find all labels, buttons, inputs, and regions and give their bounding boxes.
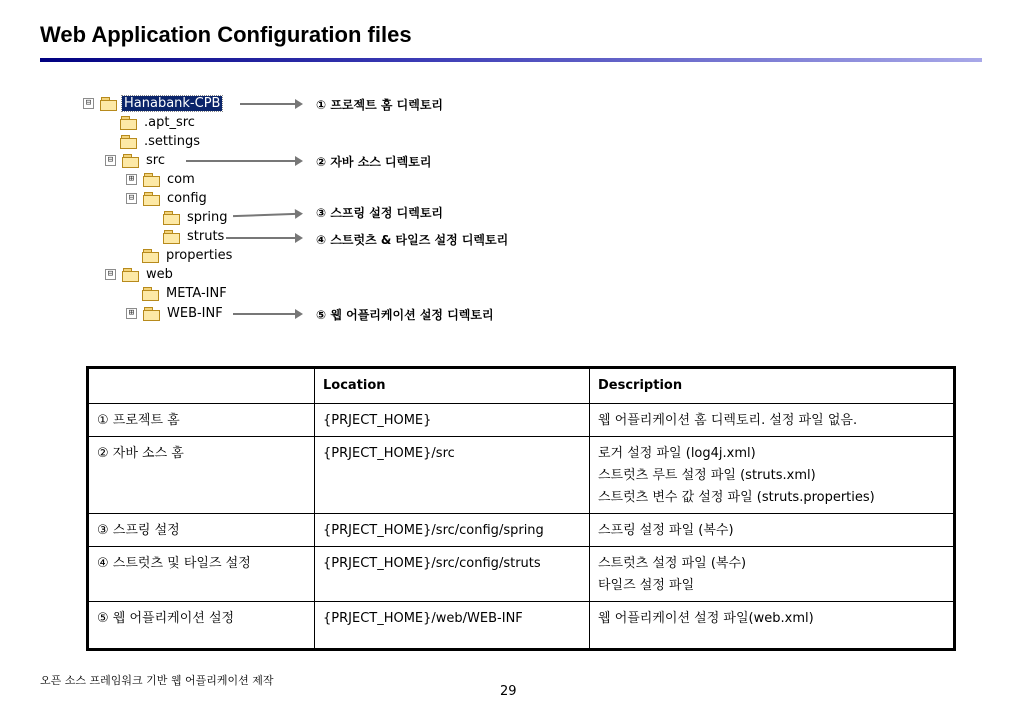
folder-icon bbox=[163, 230, 180, 243]
folder-icon bbox=[142, 287, 159, 300]
column-header-location: Location bbox=[315, 368, 590, 404]
tree-node-label: META-INF bbox=[166, 285, 227, 301]
arrow-icon bbox=[226, 237, 296, 239]
tree-node-struts[interactable] bbox=[163, 227, 226, 245]
row-name: ⑤ 웹 어플리케이션 설정 bbox=[88, 602, 315, 650]
description-line: 타일즈 설정 파일 bbox=[598, 578, 695, 593]
folder-icon bbox=[100, 97, 117, 110]
project-tree bbox=[0, 0, 1023, 340]
tree-node-label: Hanabank-CPB bbox=[124, 95, 221, 111]
description-line: 스프링 설정 파일 (복수) bbox=[598, 523, 734, 538]
row-location: {PRJECT_HOME}/src/config/struts bbox=[315, 547, 590, 602]
description-line: 스트럿츠 루트 설정 파일 (struts.xml) bbox=[598, 468, 816, 483]
table-row bbox=[88, 514, 955, 547]
tree-node-meta-inf[interactable] bbox=[142, 284, 229, 302]
tree-node-label: web bbox=[146, 266, 173, 282]
tree-node-label: .apt_src bbox=[144, 114, 195, 130]
annotation-project-home: ① 프로젝트 홈 디렉토리 bbox=[316, 98, 444, 112]
description-line: 스트럿츠 변수 값 설정 파일 (struts.properties) bbox=[598, 490, 875, 505]
folder-icon bbox=[143, 192, 160, 205]
tree-node-label: com bbox=[167, 171, 195, 187]
row-description bbox=[590, 437, 955, 514]
collapse-icon[interactable]: ⊟ bbox=[126, 193, 137, 204]
row-name: ② 자바 소스 홈 bbox=[88, 437, 315, 514]
footer-text: 오픈 소스 프레임워크 기반 웹 어플리케이션 제작 bbox=[40, 674, 274, 687]
tree-node-label: struts bbox=[187, 228, 225, 244]
row-location: {PRJECT_HOME}/src bbox=[315, 437, 590, 514]
tree-node-properties[interactable] bbox=[142, 246, 234, 264]
annotation-webapp-config: ⑤ 웹 어플리케이션 설정 디렉토리 bbox=[316, 308, 494, 322]
collapse-icon[interactable]: ⊟ bbox=[105, 155, 116, 166]
tree-node-label: spring bbox=[187, 209, 228, 225]
folder-icon bbox=[143, 307, 160, 320]
tree-node-label: .settings bbox=[144, 133, 200, 149]
tree-node-config[interactable] bbox=[126, 189, 209, 207]
tree-node-web-inf[interactable] bbox=[126, 304, 225, 322]
row-location: {PRJECT_HOME} bbox=[315, 404, 590, 437]
row-description bbox=[590, 404, 955, 437]
tree-node-hanabank-cpb[interactable] bbox=[83, 94, 222, 112]
arrow-icon bbox=[233, 213, 296, 217]
tree-node-label: config bbox=[167, 190, 207, 206]
page-title: Web Application Configuration files bbox=[40, 22, 412, 47]
tree-node-label: properties bbox=[166, 247, 233, 263]
row-location: {PRJECT_HOME}/web/WEB-INF bbox=[315, 602, 590, 650]
tree-node-apt-src[interactable] bbox=[120, 113, 197, 131]
column-header bbox=[88, 368, 315, 404]
tree-node-label: WEB-INF bbox=[167, 305, 223, 321]
row-name: ③ 스프링 설정 bbox=[88, 514, 315, 547]
description-line: 웹 어플리케이션 홈 디렉토리. 설정 파일 없음. bbox=[598, 413, 858, 428]
tree-node-spring[interactable] bbox=[163, 208, 229, 226]
collapse-icon[interactable]: ⊟ bbox=[105, 269, 116, 280]
table-row bbox=[88, 547, 955, 602]
tree-node-web[interactable] bbox=[105, 265, 175, 283]
folder-icon bbox=[163, 211, 180, 224]
tree-node-src[interactable] bbox=[105, 151, 167, 169]
folder-icon bbox=[120, 116, 137, 129]
tree-node-settings[interactable] bbox=[120, 132, 202, 150]
description-line: 로거 설정 파일 (log4j.xml) bbox=[598, 446, 756, 461]
row-description bbox=[590, 514, 955, 547]
folder-icon bbox=[122, 268, 139, 281]
arrow-icon bbox=[240, 103, 296, 105]
tree-node-com[interactable] bbox=[126, 170, 197, 188]
table-row bbox=[88, 437, 955, 514]
description-line: 스트럿츠 설정 파일 (복수) bbox=[598, 556, 747, 571]
row-location: {PRJECT_HOME}/src/config/spring bbox=[315, 514, 590, 547]
folder-icon bbox=[143, 173, 160, 186]
expand-icon[interactable]: ⊞ bbox=[126, 174, 137, 185]
page-number: 29 bbox=[500, 684, 517, 699]
config-table bbox=[86, 366, 956, 651]
arrow-icon bbox=[186, 160, 296, 162]
folder-icon bbox=[122, 154, 139, 167]
folder-icon bbox=[142, 249, 159, 262]
arrow-icon bbox=[233, 313, 296, 315]
expand-icon[interactable]: ⊞ bbox=[126, 308, 137, 319]
table-row bbox=[88, 404, 955, 437]
tree-node-label: src bbox=[146, 152, 165, 168]
annotation-spring-config: ③ 스프링 설정 디렉토리 bbox=[316, 206, 444, 220]
row-name: ① 프로젝트 홈 bbox=[88, 404, 315, 437]
folder-icon bbox=[120, 135, 137, 148]
table-header-row bbox=[88, 368, 955, 404]
column-header-description: Description bbox=[590, 368, 955, 404]
row-description bbox=[590, 547, 955, 602]
row-name: ④ 스트럿츠 및 타일즈 설정 bbox=[88, 547, 315, 602]
collapse-icon[interactable]: ⊟ bbox=[83, 98, 94, 109]
row-description bbox=[590, 602, 955, 650]
description-line: 웹 어플리케이션 설정 파일(web.xml) bbox=[598, 611, 814, 626]
annotation-struts-tiles-config: ④ 스트럿츠 & 타일즈 설정 디렉토리 bbox=[316, 233, 509, 247]
table-row bbox=[88, 602, 955, 650]
annotation-java-source: ② 자바 소스 디렉토리 bbox=[316, 155, 432, 169]
